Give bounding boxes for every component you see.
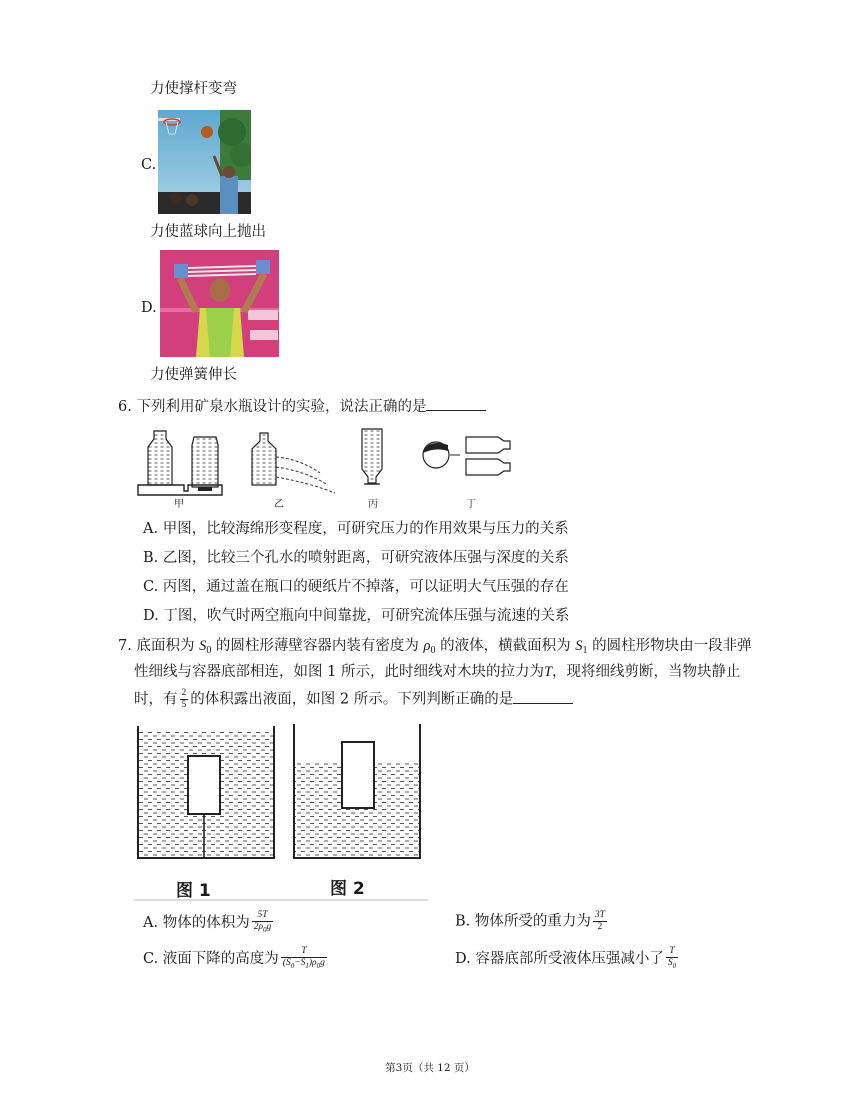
q7-option-d[interactable]: D. 容器底部所受液体压强减小了 $\frac{T}{S_0}$ [455,946,677,970]
q7-option-a[interactable]: A. 物体的体积为 $\frac{5T}{2\rho_0g}$ [143,910,272,934]
container-diagram-drawing [134,720,428,902]
figure-label-yi: 乙 [274,499,284,510]
figure-label-jia: 甲 [174,499,184,510]
basketball-photo [158,110,251,214]
option-c-label: C. [141,157,157,173]
fraction-two-fifths: $\frac{2}{5}$ [181,688,187,710]
caption-option-d: 力使弹簧伸长 [150,367,237,383]
option-d-label: D. [141,300,157,316]
figure-2-label: 图 2 [330,879,365,899]
q6-option-d[interactable]: D. 丁图，吹气时两空瓶向中间靠拢，可研究流体压强与流速的关系 [143,608,570,624]
q7-line-2: 性细线与容器底部相连，如图 1 所示，此时细线对木块的拉力为T，现将细线剪断，当物块静止 [134,664,741,680]
q6-stem-text: 6. 下列利用矿泉水瓶设计的实验，说法正确的是 [118,399,427,415]
figure-1-label: 图 1 [176,881,211,901]
q6-option-c[interactable]: C. 丙图，通过盖在瓶口的硬纸片不掉落，可以证明大气压强的存在 [143,579,569,595]
q6-stem [118,396,486,417]
container-diagrams [134,720,428,902]
q6-option-b[interactable]: B. 乙图，比较三个孔水的喷射距离，可研究液体压强与深度的关系 [143,550,569,566]
q7-option-c[interactable]: C. 液面下降的高度为 $\frac{T}{(S_0-S_1)\rho_0g}$ [143,946,325,970]
answer-blank[interactable] [426,396,486,411]
page-footer: 第3页（共 12 页） [385,1062,475,1074]
q7-option-b[interactable]: B. 物体所受的重力为 $\frac{3T}{2}$ [455,910,605,932]
figure-label-ding: 丁 [466,499,476,510]
caption-option-c: 力使蓝球向上抛出 [150,224,266,240]
q7-line-1: 7. 底面积为 $S_0$ 的圆柱形薄壁容器内装有密度为 $\rho_0$ 的液体，横截面积为 $S_1$ 的圆柱形物块由一段非弹 [118,638,752,656]
spring-stretch-photo [160,250,279,357]
q7-line-3: 时，有 $\frac{2}{5}$ 的体积露出液面，如图 2 所示。下列判断正确的是 [134,688,573,711]
figure-label-bing: 丙 [368,499,378,510]
bottle-experiments-figure [130,425,530,515]
answer-blank[interactable] [513,689,573,704]
caption-option-b: 力使撑杆变弯 [150,81,237,97]
q6-option-a[interactable]: A. 甲图，比较海绵形变程度，可研究压力的作用效果与压力的关系 [143,521,569,537]
